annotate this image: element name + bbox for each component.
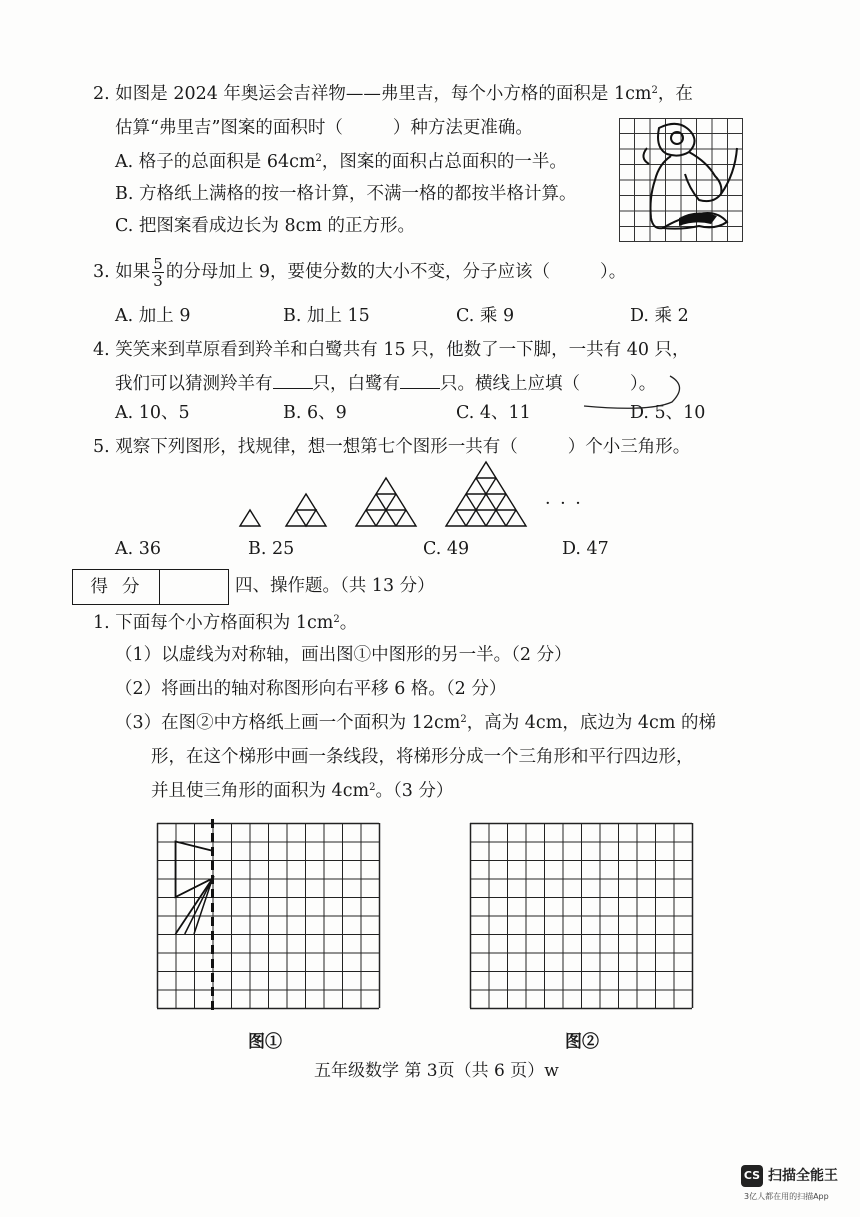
- figure-2-caption: 图②: [565, 1032, 599, 1052]
- s4-sub2: （2）将画出的轴对称图形向右平移 6 格。（2 分）: [115, 679, 507, 699]
- q4-option-c: C. 4、11: [456, 403, 531, 423]
- score-label: 得分: [73, 570, 160, 604]
- s4-sub3-line3: 并且使三角形的面积为 $4cm^2$。（3 分）: [151, 781, 454, 801]
- q5-line1: 5. 观察下列图形，找规律，想一想第七个图形一共有（ ）个小三角形。: [93, 437, 691, 457]
- camscanner-name: 扫描全能王: [768, 1168, 838, 1184]
- q3-line1: 3. 如果 $\frac{5}{3}$ 的分母加上 9，要使分数的大小不变，分子应该（ ）。: [93, 255, 627, 290]
- q2-option-c: C. 把图案看成边长为 8cm 的正方形。: [115, 216, 416, 236]
- triangle-pattern: [230, 462, 540, 532]
- page-footer: 五年级数学 第 3页（共 6 页）w: [314, 1061, 559, 1081]
- q4-option-a: A. 10、5: [115, 403, 190, 423]
- s4-sub3-line1: （3）在图②中方格纸上画一个面积为 $12cm^2$，高为 4cm，底边为 4cm 的梯: [115, 713, 716, 733]
- q5-option-c: C. 49: [423, 539, 470, 559]
- q5-option-d: D. 47: [562, 539, 609, 559]
- s4-sub1: （1）以虚线为对称轴，画出图①中图形的另一半。（2 分）: [115, 645, 572, 665]
- handwritten-mark: [580, 372, 700, 417]
- q3-option-a: A. 加上 9: [115, 306, 191, 326]
- score-value-field[interactable]: [161, 570, 227, 604]
- q2-option-a: A. 格子的总面积是 $64cm^2$，图案的面积占总面积的一半。: [115, 152, 567, 172]
- q2-option-b: B. 方格纸上满格的按一格计算，不满一格的都按半格计算。: [115, 184, 577, 204]
- section4-title: 四、操作题。（共 13 分）: [235, 576, 435, 596]
- q4-option-b: B. 6、9: [283, 403, 347, 423]
- q3-option-b: B. 加上 15: [283, 306, 370, 326]
- mascot-outline: [643, 124, 737, 229]
- q3-option-c: C. 乘 9: [456, 306, 515, 326]
- mascot-grid-figure: [619, 118, 743, 242]
- figure-2-grid[interactable]: [470, 823, 696, 1007]
- q4-line1: 4. 笑笑来到草原看到羚羊和白鹭共有 15 只，他数了一下脚，一共有 40 只，: [93, 340, 690, 360]
- score-box: [72, 569, 229, 605]
- q5-option-b: B. 25: [248, 539, 295, 559]
- figure-1-grid[interactable]: [157, 823, 383, 1007]
- camscanner-logo-icon: CS: [741, 1165, 763, 1187]
- mascot-foot: [679, 212, 717, 226]
- camscanner-tagline: 3亿人都在用的扫描App: [744, 1192, 829, 1201]
- q5-ellipsis: · · ·: [545, 494, 583, 514]
- q3-option-d: D. 乘 2: [630, 306, 689, 326]
- s4-q1: 1. 下面每个小方格面积为 $1cm^2$。: [93, 613, 358, 633]
- figure-1-caption: 图①: [248, 1032, 282, 1052]
- s4-sub3-line2: 形，在这个梯形中画一条线段，将梯形分成一个三角形和平行四边形，: [151, 747, 694, 767]
- q2-line2: 估算“弗里吉”图案的面积时（ ）种方法更准确。: [115, 118, 533, 138]
- q4-line2: 我们可以猜测羚羊有 只，白鹭有 只。横线上应填（ ）。: [115, 370, 656, 396]
- fraction: $\frac{5}{3}$: [153, 255, 163, 290]
- q4-option-d: D. 5、10: [630, 403, 706, 423]
- q5-option-a: A. 36: [115, 539, 162, 559]
- half-figure-rays: [185, 879, 213, 935]
- q2-line1: 2. 如图是 2024 年奥运会吉祥物——弗里吉，每个小方格的面积是 $1cm^2$，在: [93, 84, 693, 104]
